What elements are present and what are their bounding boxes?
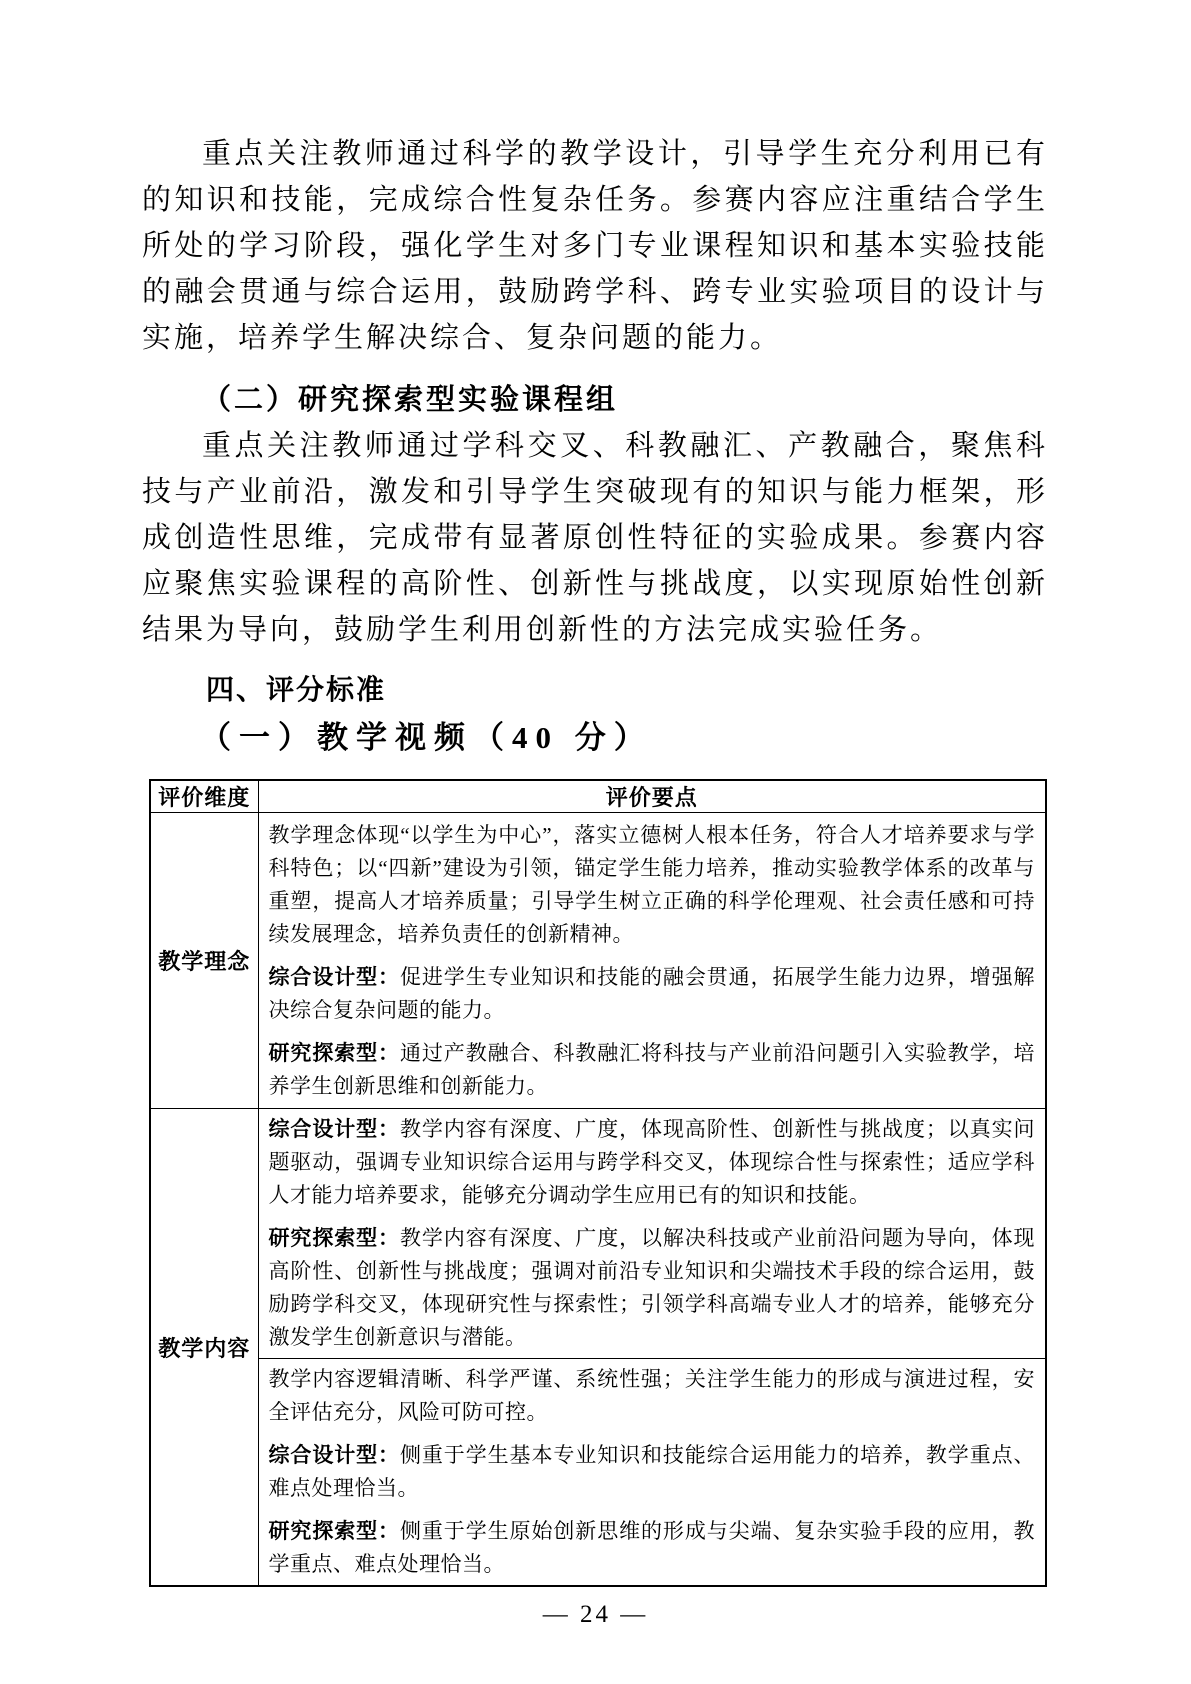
rubric-paragraph <box>269 1515 1036 1581</box>
rubric-paragraph-text: 促进学生专业知识和技能的融会贯通，拓展学生能力边界，增强解决综合复杂问题的能力。 <box>268 964 1036 1022</box>
intro-paragraph-research-exploration: 重点关注教师通过学科交叉、科教融汇、产教融合，聚焦科技与产业前沿，激发和引导学生突破现有的知识与能力框架，形成创造性思维，完成带有显著原创性特征的实验成果。参赛内容应聚焦实验课程的高阶性、创新性与挑战度，以实现原始性创新结果为导向，鼓励学生利用创新性的方法完成实验任务。 <box>142 430 1048 646</box>
rubric-paragraph <box>269 819 1036 951</box>
rubric-paragraph-text: 教学理念体现“以学生为中心”，落实立德树人根本任务，符合人才培养要求与学科特色；以“四新”建设为引领，锚定学生能力培养，推动实验教学体系的改革与重塑，提高人才培养质量；引导学生树立正确的科学伦理观、社会责任感和可持续发展理念，培养负责任的创新精神。 <box>268 822 1035 946</box>
rubric-type-label: 研究探索型： <box>268 1227 400 1250</box>
key-points-cell-teaching-philosophy <box>258 813 1046 1109</box>
table-row-teaching-content-part1 <box>150 1109 1046 1359</box>
key-points-cell-teaching-content-2 <box>258 1359 1046 1587</box>
rubric-paragraph-text: 侧重于学生基本专业知识和技能综合运用能力的培养，教学重点、难点处理恰当。 <box>268 1443 1036 1500</box>
rubric-paragraph <box>269 1037 1036 1103</box>
rubric-paragraph-text: 侧重于学生原始创新思维的形成与尖端、复杂实验手段的应用，教学重点、难点处理恰当。 <box>268 1519 1036 1576</box>
page-number: — 24 — <box>542 1601 649 1628</box>
table-header-row <box>150 780 1046 813</box>
rubric-paragraph <box>269 1222 1036 1354</box>
key-points-cell-teaching-content-1 <box>258 1109 1046 1359</box>
rubric-paragraph <box>269 961 1036 1027</box>
document-body <box>142 131 1048 1587</box>
rubric-type-label: 综合设计型： <box>268 965 400 989</box>
heading-teaching-video-40pts: （一）教学视频（40 分） <box>200 720 653 755</box>
column-header-key-points: 评价要点 <box>258 780 1046 813</box>
heading-section-2-research-exploration-group: （二）研究探索型实验课程组 <box>202 384 619 416</box>
scoring-rubric-table <box>149 779 1047 1587</box>
rubric-paragraph-text: 通过产教融合、科教融汇将科技与产业前沿问题引入实验教学，培养学生创新思维和创新能力。 <box>268 1040 1036 1098</box>
heading-scoring-criteria: 四、评分标准 <box>206 674 387 705</box>
rubric-paragraph <box>269 1113 1036 1212</box>
table-row-teaching-content-part2 <box>150 1359 1046 1587</box>
rubric-paragraph-text: 教学内容有深度、广度，以解决科技或产业前沿问题为导向，体现高阶性、创新性与挑战度；强调对前沿专业知识和尖端技术手段的综合运用，鼓励跨学科交叉，体现研究性与探索性；引领学科高端专业人才的培养，能够充分激发学生创新意识与潜能。 <box>268 1226 1036 1349</box>
rubric-paragraph <box>269 1363 1036 1429</box>
rubric-paragraph-text: 教学内容逻辑清晰、科学严谨、系统性强；关注学生能力的形成与演进过程，安全评估充分，风险可防可控。 <box>268 1367 1035 1424</box>
table-row-teaching-philosophy <box>150 813 1046 1109</box>
intro-paragraph-comprehensive-design: 重点关注教师通过科学的教学设计，引导学生充分利用已有的知识和技能，完成综合性复杂任务。参赛内容应注重结合学生所处的学习阶段，强化学生对多门专业课程知识和基本实验技能的融会贯通与综合运用，鼓励跨学科、跨专业实验项目的设计与实施，培养学生解决综合、复杂问题的能力。 <box>142 138 1048 354</box>
rubric-paragraph <box>269 1439 1036 1505</box>
dimension-label-teaching-philosophy: 教学理念 <box>150 813 258 1109</box>
column-header-dimension: 评价维度 <box>150 780 258 813</box>
rubric-type-label: 综合设计型： <box>268 1118 400 1141</box>
rubric-paragraph-text: 教学内容有深度、广度，体现高阶性、创新性与挑战度；以真实问题驱动，强调专业知识综合运用与跨学科交叉，体现综合性与探索性；适应学科人才能力培养要求，能够充分调动学生应用已有的知识和技能。 <box>268 1117 1036 1207</box>
rubric-type-label: 研究探索型： <box>268 1520 400 1543</box>
dimension-label-teaching-content: 教学内容 <box>150 1109 258 1587</box>
rubric-type-label: 研究探索型： <box>268 1041 400 1065</box>
rubric-type-label: 综合设计型： <box>268 1444 400 1467</box>
